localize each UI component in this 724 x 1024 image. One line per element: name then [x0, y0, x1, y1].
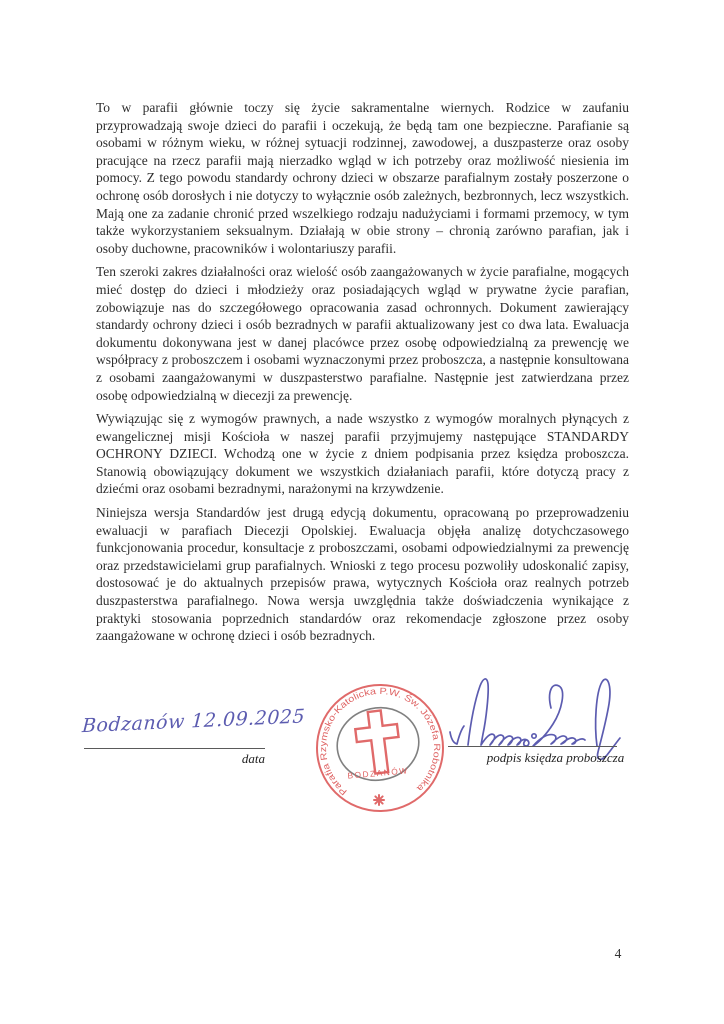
handwritten-date: Bodzanów 12.09.2025 [81, 705, 306, 738]
paragraph: Ten szeroki zakres działalności oraz wielość osób zaangażowanych w życie parafialne, mogących mieć dostęp do dzieci i młodzieży oraz posiadających wgląd w prywatne życie parafian, zobowiązuje nas do szczegółowego opracowania zasad ochronnych. Dokument zawierający standardy ochrony dzieci i osób bezradnych w parafii aktualizowany jest co dwa lata. Ewaluacja dokumentu dokonywana jest w danej placówce przez osobę odpowiedzialną za prewencję we współpracy z proboszczem i osobami wyznaczonymi przez proboszcza, a następnie konsultowana z osobami zaangażowanymi w duszpasterstwo parafialne. Następnie jest zatwierdzana przez osobę odpowiedzialną w diecezji za prewencję. [96, 264, 629, 403]
paragraph: Wywiązując się z wymogów prawnych, a nade wszystko z wymogów moralnych płynących z ewangelicznej misji Kościoła w naszej parafii przyjmujemy następujące STANDARDY OCHRONY DZIECI. Wchodzą one w życie z dniem podpisania przez księdza proboszcza. Stanowią obowiązujący dokument we wszystkich działaniach parafii, które dotyczą pracy z dziećmi oraz osobami bezradnymi, narażonymi na krzywdzenie. [96, 411, 629, 497]
signature-label: podpis księdza proboszcza [486, 750, 625, 765]
stamp-place-name: BODZANÓW [347, 765, 409, 781]
paragraph: Niniejsza wersja Standardów jest drugą edycją dokumentu, opracowaną po przeprowadzeniu ewaluacji w parafiach Diecezji Opolskiej. Ewaluacja objęła analizę dotychczasowego funkcjonowania procedur, konsultacje z proboszczami, osobami odpowiedzialnymi za prewencję oraz przedstawicielami grup parafialnych. Wnioski z tego procesu pozwoliły udoskonalić zapisy, dostosować je do aktualnych przepisów prawa, wytycznych Kościoła oraz realnych potrzeb duszpasterstwa parafialnego. Nowa wersja uwzględnia także doświadczenia wynikające z praktyki stosowania poprzednich standardów oraz rekomendacje zgłoszone przez osoby zaangażowane w ochronę dzieci i osób bezradnych. [96, 505, 629, 644]
paragraph: To w parafii głównie toczy się życie sakramentalne wiernych. Rodzice w zaufaniu przyprowadzają swoje dzieci do parafii i oczekują, że będą tam one bezpieczne. Parafianie są osobami w różnym wieku, w różnej sytuacji rodzinnej, zawodowej, a duszpasterze oraz osoby pracujące na rzecz parafii mają nierzadko wgląd w ich potrzeby oraz możliwość niesienia im pomocy. Z tego powodu standardy ochrony dzieci w obszarze parafialnym zostały poszerzone o ochronę osób dorosłych i nie dotyczy to wyłącznie osób zależnych, bezbronnych, lecz wszystkich. Mają one za zadanie chronić przed wszelkiego rodzaju nadużyciami i formami przemocy, w tym także wykorzystaniem seksualnym. Działają w obie strony – chronią zarówno parafian, jak i osoby duchowne, pracowników i wolontariuszy parafii. [96, 100, 629, 256]
stamp-ring-text: Parafia Rzymsko-Katolicka P.W. Św. Józefa Robotnika [317, 685, 443, 798]
stamp-outer-circle [317, 685, 443, 811]
document-body [96, 99, 629, 651]
cross-icon [353, 709, 402, 776]
date-underline-line [84, 748, 265, 749]
star-icon [374, 795, 384, 805]
signature-underline-line [448, 746, 617, 747]
date-label: data [241, 751, 265, 766]
page-number: 4 [614, 946, 622, 961]
